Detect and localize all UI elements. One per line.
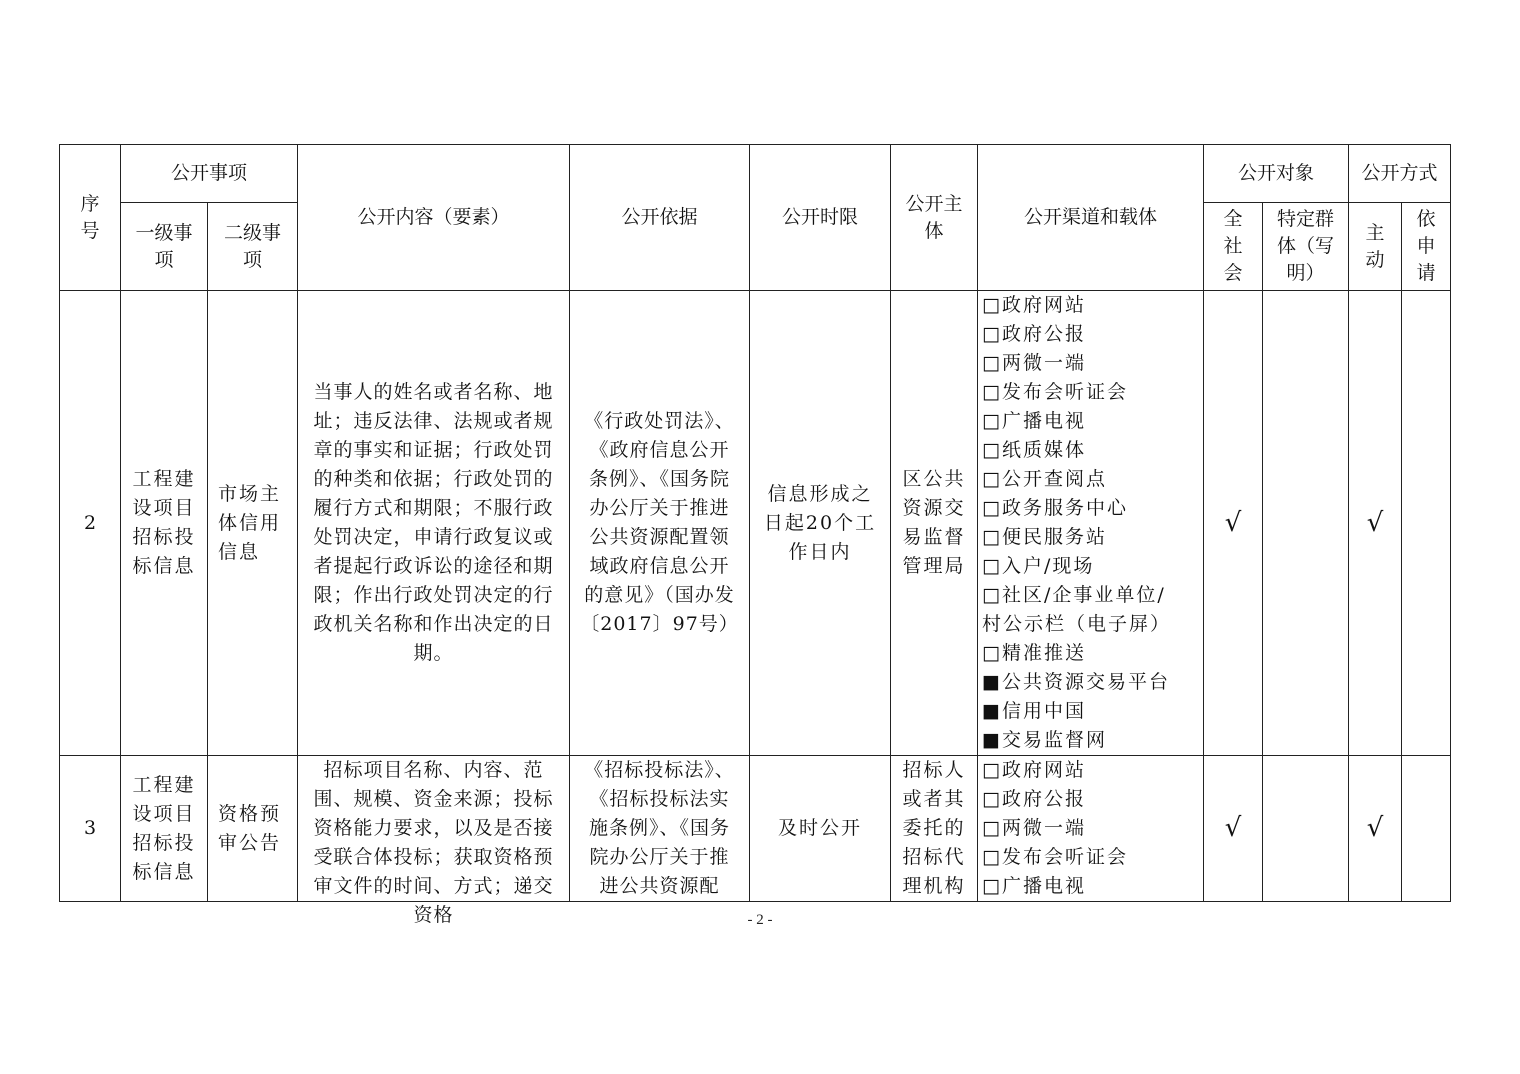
header-time-limit: 公开时限 <box>750 145 891 291</box>
row-time-limit: 信息形成之日起20个工作日内 <box>750 291 891 756</box>
channel-item: ■信用中国 <box>982 700 1086 722</box>
row-specific <box>1263 756 1349 902</box>
channel-item: ■公共资源交易平台 <box>982 671 1170 693</box>
header-seq: 序号 <box>60 145 121 291</box>
row-specific <box>1263 291 1349 756</box>
header-method-apply: 依申请 <box>1402 203 1451 291</box>
channel-item: □广播电视 <box>982 875 1086 897</box>
channel-item: □社区/企事业单位/ <box>982 584 1166 606</box>
row-seq: 2 <box>60 291 121 756</box>
channel-item: □发布会听证会 <box>982 381 1128 403</box>
header-basis: 公开依据 <box>570 145 750 291</box>
row-active-check: √ <box>1349 756 1402 902</box>
header-target-group: 公开对象 <box>1204 145 1349 203</box>
channel-item: □公开查阅点 <box>982 468 1107 490</box>
channel-item: □两微一端 <box>982 352 1086 374</box>
channel-item: □政府网站 <box>982 759 1086 781</box>
row-apply <box>1402 291 1451 756</box>
channel-item: □便民服务站 <box>982 526 1107 548</box>
channel-item: □政府公报 <box>982 323 1086 345</box>
row-time-limit: 及时公开 <box>750 756 891 902</box>
row-basis <box>570 756 750 902</box>
channel-item: □发布会听证会 <box>982 846 1128 868</box>
row-channels <box>978 291 1204 756</box>
row-active-check: √ <box>1349 291 1402 756</box>
row-subject: 区公共资源交易监督管理局 <box>891 291 978 756</box>
channel-item: ■交易监督网 <box>982 729 1107 751</box>
header-level1: 一级事项 <box>121 203 208 291</box>
row-apply <box>1402 756 1451 902</box>
header-subject: 公开主体 <box>891 145 978 291</box>
row-subject: 招标人或者其委托的招标代理机构 <box>891 756 978 902</box>
row-channels <box>978 756 1204 902</box>
header-level2: 二级事项 <box>208 203 298 291</box>
header-target-all: 全社会 <box>1204 203 1263 291</box>
row-all-society-check: √ <box>1204 756 1263 902</box>
row-level1: 工程建设项目招标投标信息 <box>121 756 208 902</box>
header-channel: 公开渠道和载体 <box>978 145 1204 291</box>
row-seq: 3 <box>60 756 121 902</box>
channel-item: □纸质媒体 <box>982 439 1086 461</box>
header-method-active: 主动 <box>1349 203 1402 291</box>
disclosure-table <box>59 144 1451 926</box>
channel-item: □两微一端 <box>982 817 1086 839</box>
row-level2: 市场主体信用信息 <box>208 291 298 756</box>
channel-item: 村公示栏（电子屏） <box>982 613 1172 635</box>
row-all-society-check: √ <box>1204 291 1263 756</box>
row-content <box>298 756 570 926</box>
header-method-group: 公开方式 <box>1349 145 1451 203</box>
table-row <box>60 756 1451 902</box>
header-content: 公开内容（要素） <box>298 145 570 291</box>
channel-item: □广播电视 <box>982 410 1086 432</box>
channel-item: □政府网站 <box>982 294 1086 316</box>
table-row <box>60 291 1451 756</box>
channel-item: □精准推送 <box>982 642 1086 664</box>
header-target-specific: 特定群体（写明） <box>1263 203 1349 291</box>
row-basis-text: 《招标投标法》、《招标投标法实施条例》、《国务院办公厅关于推进公共资源配 <box>584 759 735 897</box>
channel-item: □入户/现场 <box>982 555 1095 577</box>
channel-item: □政务服务中心 <box>982 497 1128 519</box>
row-basis: 《行政处罚法》、《政府信息公开条例》、《国务院办公厅关于推进公共资源配置领域政府信息公开的意见》（国办发〔2017〕97号） <box>570 291 750 756</box>
page-number: - 2 - <box>747 912 773 928</box>
row-content: 当事人的姓名或者名称、地址；违反法律、法规或者规章的事实和证据；行政处罚的种类和依据；行政处罚的履行方式和期限；不服行政处罚决定，申请行政复议或者提起行政诉讼的途径和期限；作出行政处罚决定的行政机关名称和作出决定的日期。 <box>298 291 570 756</box>
row-level1: 工程建设项目招标投标信息 <box>121 291 208 756</box>
channel-item: □政府公报 <box>982 788 1086 810</box>
header-row-1 <box>60 145 1451 203</box>
header-item-group: 公开事项 <box>121 145 298 203</box>
row-level2: 资格预审公告 <box>208 756 298 902</box>
row-content-text: 招标项目名称、内容、范围、规模、资金来源；投标资格能力要求，以及是否接受联合体投标；获取资格预审文件的时间、方式；递交资格 <box>313 759 554 926</box>
